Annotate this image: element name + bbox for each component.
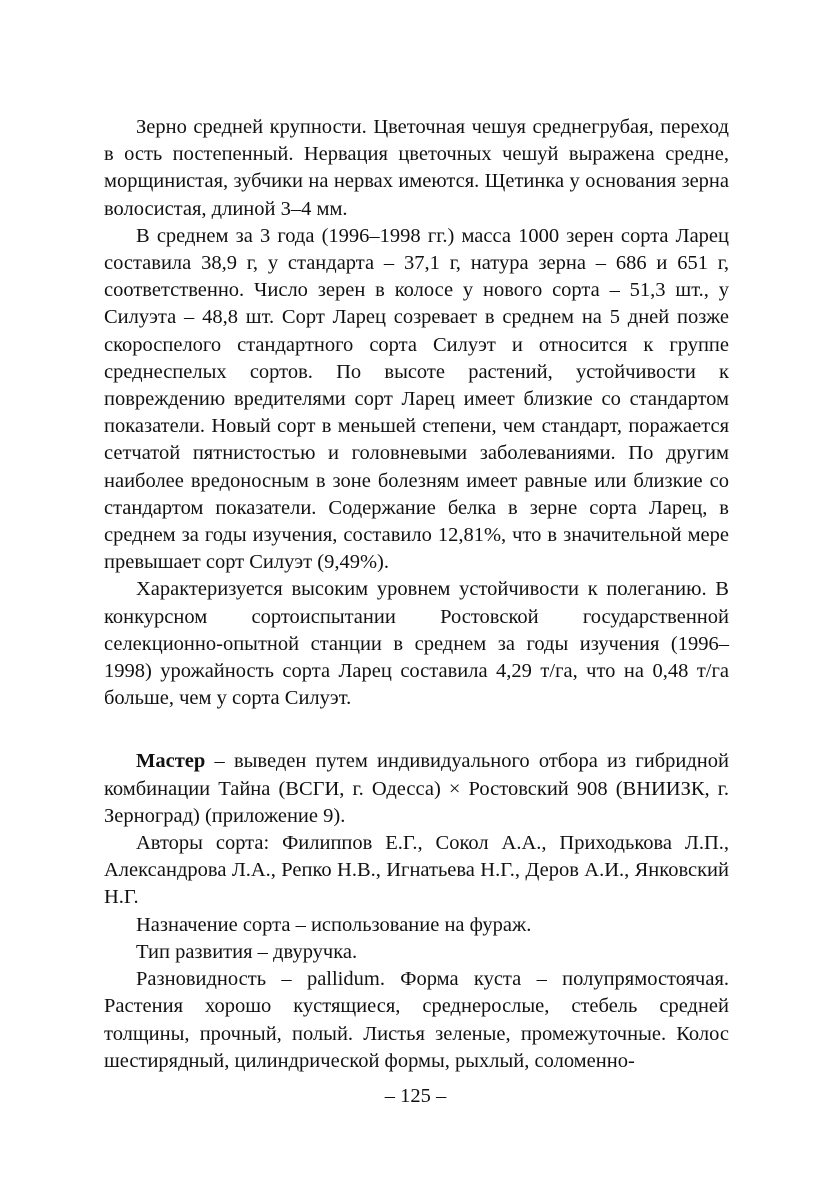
paragraph-purpose: Назначение сорта – использование на фураж. [136,913,532,936]
paragraph-variety-intro [104,748,729,830]
variety-intro-text: – выведен путем индивидуального отбора из гибридной комбинации Тайна (ВСГИ, г. Одесса) × Ростовский 908 (ВНИИЗК, г. Зерноград) (приложение 9). [104,750,729,827]
page-number: – 125 – [384,1085,447,1107]
paragraph-authors: Авторы сорта: Филиппов Е.Г., Сокол А.А., Приходькова Л.П., Александрова Л.А., Репко Н.В., Игнатьева Н.Г., Деров А.И., Янковский Н.Г. [104,832,729,909]
page-body [104,114,729,1075]
paragraph-yield-statistics: В среднем за 3 года (1996–1998 гг.) масса 1000 зерен сорта Ларец составила 38,9 г, у стандарта – 37,1 г, натура зерна – 686 и 651 г, соответственно. Число зерен в колосе у нового сорта – 51,3 шт., у Силуэта – 48,8 шт. Сорт Ларец созревает в среднем на 5 дней позже скороспелого стандартного сорта Силуэт и относится к группе среднеспелых сортов. По высоте растений, устойчивости к повреждению вредителями сорт Ларец имеет близкие со стандартом показатели. Новый сорт в меньшей степени, чем стандарт, поражается сетчатой пятнистостью и головневыми заболеваниями. По другим наиболее вредоносным в зоне болезням имеет равные или близкие со стандартом показатели. Содержание белка в зерне сорта Ларец, в среднем за годы изучения, составило 12,81%, что в значительной мере превышает сорт Силуэт (9,49%). [104,224,729,574]
variety-name: Мастер [136,750,206,773]
paragraph-morphology: Разновидность – pallidum. Форма куста – полупрямостоячая. Растения хорошо кустящиеся, среднерослые, стебель средней толщины, прочный, полый. Листья зеленые, промежуточные. Колос шестирядный, цилиндрической формы, рыхлый, соломенно- [104,968,729,1072]
paragraph-grain-description: Зерно средней крупности. Цветочная чешуя среднегрубая, переход в ость постепенный. Нервация цветочных чешуй выражена средне, морщинистая, зубчики на нервах имеются. Щетинка у основания зерна волосистая, длиной 3–4 мм. [104,116,729,220]
paragraph-lodging-resistance: Характеризуется высоким уровнем устойчивости к полеганию. В конкурсном сортоиспытании Ростовской государственной селекционно-опытной станции в среднем за годы изучения (1996–1998) урожайность сорта Ларец составила 4,29 т/га, что на 0,48 т/га больше, чем у сорта Силуэт. [104,578,729,710]
paragraph-development-type: Тип развития – двуручка. [136,940,358,963]
section-gap [104,712,729,748]
